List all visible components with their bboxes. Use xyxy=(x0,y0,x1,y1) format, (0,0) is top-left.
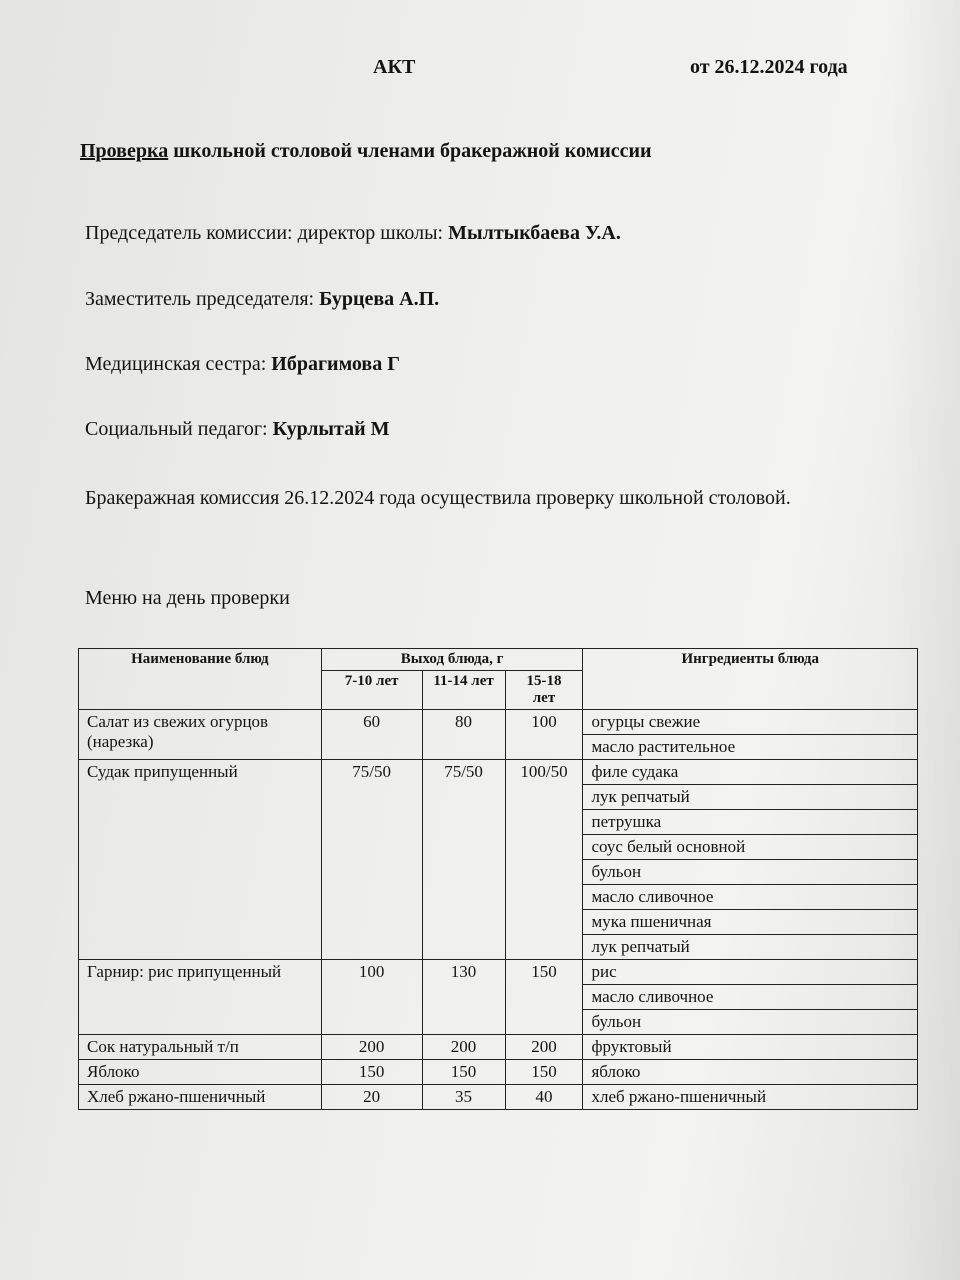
ingredient-cell: масло сливочное xyxy=(583,885,918,910)
header-age: 7-10 лет xyxy=(321,671,422,710)
member-role: Председатель комиссии: директор школы: xyxy=(85,222,449,244)
table-row xyxy=(79,1085,918,1110)
table-row xyxy=(79,1035,918,1060)
portion-cell: 150 xyxy=(505,1060,583,1085)
portion-cell: 100 xyxy=(321,960,422,1035)
dish-name-cell: Хлеб ржано-пшеничный xyxy=(79,1085,322,1110)
table-row xyxy=(79,960,918,985)
table-header-row xyxy=(79,649,918,671)
act-date: от 26.12.2024 года xyxy=(690,56,848,78)
portion-cell: 150 xyxy=(321,1060,422,1085)
portion-cell: 20 xyxy=(321,1085,422,1110)
dish-name-cell: Салат из свежих огурцов (нарезка) xyxy=(79,710,322,760)
document-title xyxy=(80,140,652,163)
dish-name-cell: Судак припущенный xyxy=(79,760,322,960)
ingredient-cell: петрушка xyxy=(583,810,918,835)
ingredient-cell: филе судака xyxy=(583,760,918,785)
header-row xyxy=(0,52,960,86)
ingredient-cell: рис xyxy=(583,960,918,985)
act-heading: АКТ xyxy=(373,56,416,78)
dish-name-cell: Гарнир: рис припущенный xyxy=(79,960,322,1035)
member-social-teacher xyxy=(85,418,390,441)
portion-cell: 200 xyxy=(321,1035,422,1060)
portion-cell: 200 xyxy=(505,1035,583,1060)
title-rest: школьной столовой членами бракеражной комиссии xyxy=(168,140,652,162)
menu-table xyxy=(78,648,918,1110)
menu-title: Меню на день проверки xyxy=(85,587,290,609)
member-role: Социальный педагог: xyxy=(85,418,273,440)
portion-cell: 200 xyxy=(422,1035,505,1060)
member-name: Курлытай М xyxy=(272,418,390,440)
portion-cell: 150 xyxy=(422,1060,505,1085)
ingredient-cell: соус белый основной xyxy=(583,835,918,860)
portion-cell: 150 xyxy=(505,960,583,1035)
member-role: Медицинская сестра: xyxy=(85,353,272,375)
header-dish-name: Наименование блюд xyxy=(79,649,322,710)
table-row xyxy=(79,710,918,735)
ingredient-cell: хлеб ржано-пшеничный xyxy=(583,1085,918,1110)
portion-cell: 80 xyxy=(422,710,505,760)
portion-cell: 100 xyxy=(505,710,583,760)
ingredient-cell: мука пшеничная xyxy=(583,910,918,935)
ingredient-cell: масло сливочное xyxy=(583,985,918,1010)
ingredient-cell: масло растительное xyxy=(583,735,918,760)
ingredient-cell: лук репчатый xyxy=(583,785,918,810)
ingredient-cell: бульон xyxy=(583,1010,918,1035)
portion-cell: 100/50 xyxy=(505,760,583,960)
member-name: Бурцева А.П. xyxy=(319,288,440,310)
title-underlined-word: Проверка xyxy=(80,140,169,162)
ingredient-cell: яблоко xyxy=(583,1060,918,1085)
member-deputy xyxy=(85,288,439,311)
ingredient-cell: бульон xyxy=(583,860,918,885)
portion-cell: 60 xyxy=(321,710,422,760)
portion-cell: 40 xyxy=(505,1085,583,1110)
ingredient-cell: лук репчатый xyxy=(583,935,918,960)
table-row xyxy=(79,760,918,785)
portion-cell: 35 xyxy=(422,1085,505,1110)
portion-cell: 130 xyxy=(422,960,505,1035)
dish-name-cell: Яблоко xyxy=(79,1060,322,1085)
dish-name-cell: Сок натуральный т/п xyxy=(79,1035,322,1060)
header-age: 15-18 лет xyxy=(505,671,583,710)
member-role: Заместитель председателя: xyxy=(85,288,320,310)
table-row xyxy=(79,1060,918,1085)
header-age: 11-14 лет xyxy=(422,671,505,710)
portion-cell: 75/50 xyxy=(422,760,505,960)
portion-cell: 75/50 xyxy=(321,760,422,960)
member-name: Ибрагимова Г xyxy=(271,353,400,375)
member-chairman xyxy=(85,222,621,245)
ingredient-cell: фруктовый xyxy=(583,1035,918,1060)
member-nurse xyxy=(85,353,400,376)
inspection-paragraph: Бракеражная комиссия 26.12.2024 года осуществила проверку школьной столовой. xyxy=(85,487,791,509)
ingredient-cell: огурцы свежие xyxy=(583,710,918,735)
header-ingredients: Ингредиенты блюда xyxy=(583,649,918,710)
header-output: Выход блюда, г xyxy=(321,649,583,671)
member-name: Мылтыкбаева У.А. xyxy=(448,222,621,244)
